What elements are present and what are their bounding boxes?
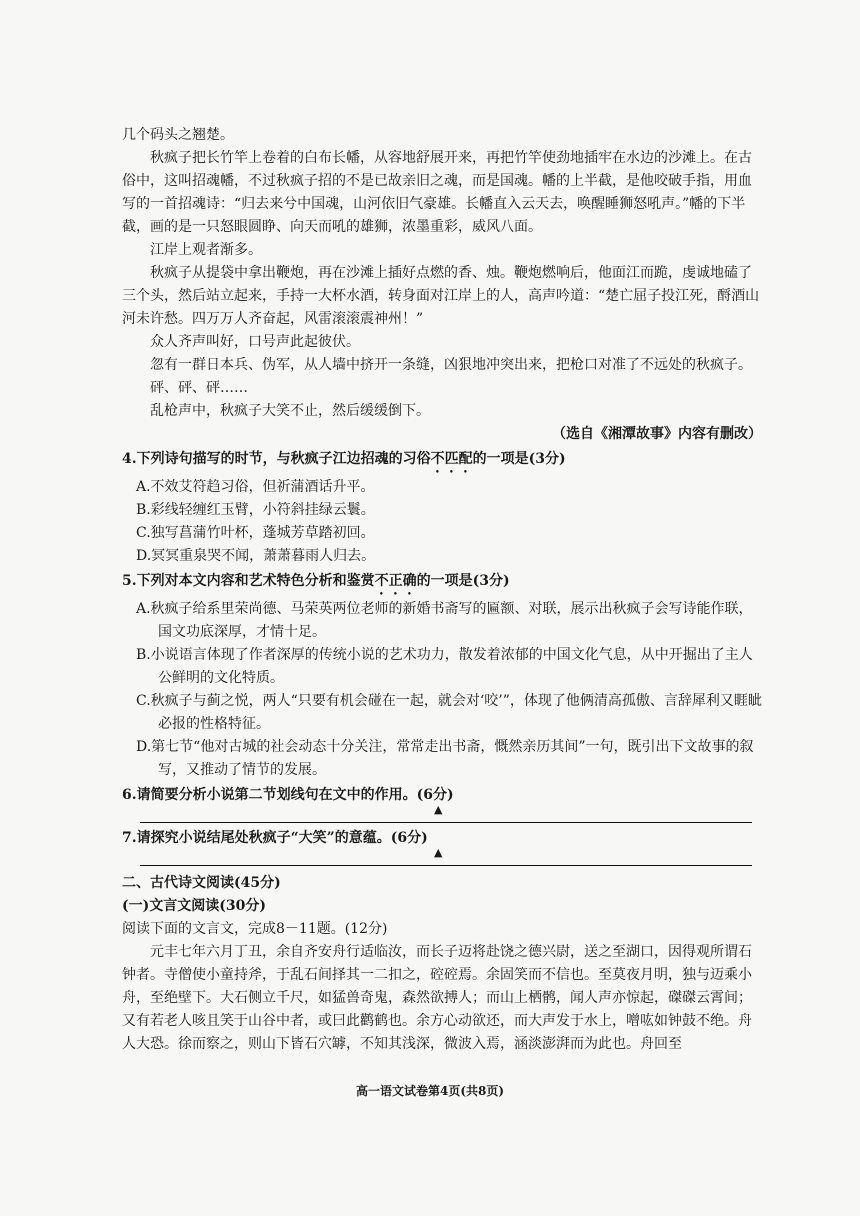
q4-option-b: B.彩线轻缠红玉臂，小符斜挂绿云鬟。: [136, 502, 375, 518]
answer-rule: [140, 822, 752, 823]
q5-emphasis: 不正确: [374, 573, 417, 589]
q4-option-a: A.不效艾符趋习俗，但祈蒲酒话升平。: [136, 479, 375, 495]
passage-paragraph: 秋疯子从提袋中拿出鞭炮，再在沙滩上插好点燃的香、烛。鞭炮燃响后，他面江而跪，虔诚地磕了三个头，然后站立起来，手持一大杯水酒，转身面对江岸上的人，高声吟道：“楚亡屈子投江死，酹酒山河未许愁。四万万人齐奋起，风雷滚滚震神州！”: [122, 265, 760, 327]
q6-answer-line[interactable]: [122, 803, 762, 823]
q7-answer-line[interactable]: [122, 846, 762, 866]
q4-stem-text: 4.下列诗句描写的时节，与秋疯子江边招魂的习俗: [122, 451, 431, 467]
passage-paragraph: 秋疯子把长竹竿上卷着的白布长幡，从容地舒展开来，再把竹竿使劲地插牢在水边的沙滩上。在古俗中，这叫招魂幡，不过秋疯子招的不是已故亲旧之魂，而是国魂。幡的上半截，是他咬破手指，用血写的一首招魂诗：“归去来兮中国魂，山河依旧气豪雄。长幡直入云天去，唤醒睡狮怒吼声。”幡的下半截，画的是一只怒眼圆睁、向天而吼的雄狮，浓墨重彩，威风八面。: [122, 150, 752, 235]
passage-paragraph: 乱枪声中，秋疯子大笑不止，然后缓缓倒下。: [150, 403, 430, 419]
question-4-stem: [122, 448, 762, 476]
passage-paragraph: 几个码头之翘楚。: [122, 127, 234, 143]
answer-marker-icon: ▲: [434, 846, 443, 859]
q5-stem-text: 5.下列对本文内容和艺术特色分析和鉴赏: [122, 573, 375, 589]
q4-option-c: C.独写菖蒲竹叶杯，蓬城芳草踏初回。: [136, 525, 375, 541]
answer-rule: [140, 865, 752, 866]
passage-source: （选自《湘潭故事》内容有删改）: [552, 426, 762, 442]
question-5-stem: [122, 570, 762, 598]
section-title: 二、古代诗文阅读(45分): [122, 875, 281, 891]
classical-text: 元丰七年六月丁丑，余自齐安舟行适临汝，而长子迈将赴饶之德兴尉，送之至湖口，因得观所谓石钟者。寺僧使小童持斧，于乱石间择其一二扣之，硿硿焉。余固笑而不信也。至莫夜月明，独与迈乘小舟，至绝壁下。大石侧立千尺，如猛兽奇鬼，森然欲搏人；而山上栖鹘，闻人声亦惊起，磔磔云霄间；又有若老人咳且笑于山谷中者，或曰此鹳鹤也。余方心动欲还，而大声发于水上，噌吰如钟鼓不绝。舟人大恐。徐而察之，则山下皆石穴罅，不知其浅深，微波入焉，涵淡澎湃而为此也。舟回至: [122, 944, 752, 1052]
q5-option-d: D.第七节“他对古城的社会动态十分关注，常常走出书斋，慨然亲历其间”一句，既引出下文故事的叙写，又推动了情节的发展。: [136, 739, 754, 778]
q5-option-a: A.秋疯子给系里荣尚德、马荣英两位老师的新婚书斋写的匾额、对联，展示出秋疯子会写诗能作联，国文功底深厚，才情十足。: [136, 601, 753, 640]
question-7: 7.请探究小说结尾处秋疯子“大笑”的意蕴。(6分): [122, 830, 428, 846]
q5-option-b: B.小说语言体现了作者深厚的传统小说的艺术功力，散发着浓郁的中国文化气息，从中开掘出了主人公鲜明的文化特质。: [136, 647, 753, 686]
page-content: [122, 124, 762, 1056]
page-footer: 高一语文试卷第4页(共8页): [355, 1084, 505, 1098]
q5-stem-tail: 的一项是(3分): [416, 573, 510, 589]
question-6: 6.请简要分析小说第二节划线句在文中的作用。(6分): [122, 787, 454, 803]
passage-paragraph: 众人齐声叫好，口号声此起彼伏。: [150, 334, 360, 350]
answer-marker-icon: ▲: [434, 803, 443, 816]
q4-stem-tail: 的一项是(3分): [472, 451, 566, 467]
passage-paragraph: 忽有一群日本兵、伪军，从人墙中挤开一条缝，凶狠地冲突出来，把枪口对准了不远处的秋疯子。: [150, 357, 752, 373]
subsection-title: (一)文言文阅读(30分): [122, 898, 266, 914]
passage-paragraph: 江岸上观者渐多。: [150, 242, 262, 258]
passage-paragraph: 砰、砰、砰……: [150, 380, 248, 396]
q4-option-d: D.冥冥重泉哭不闻，萧萧暮雨人归去。: [136, 548, 376, 564]
q5-option-c: C.秋疯子与蓟之悦，两人“只要有机会碰在一起，就会对‘咬’”，体现了他俩清高孤傲、言辞犀利又睚眦必报的性格特征。: [136, 693, 762, 732]
section-instruction: 阅读下面的文言文，完成8－11题。(12分): [122, 921, 388, 937]
q4-emphasis: 不匹配: [430, 451, 473, 467]
